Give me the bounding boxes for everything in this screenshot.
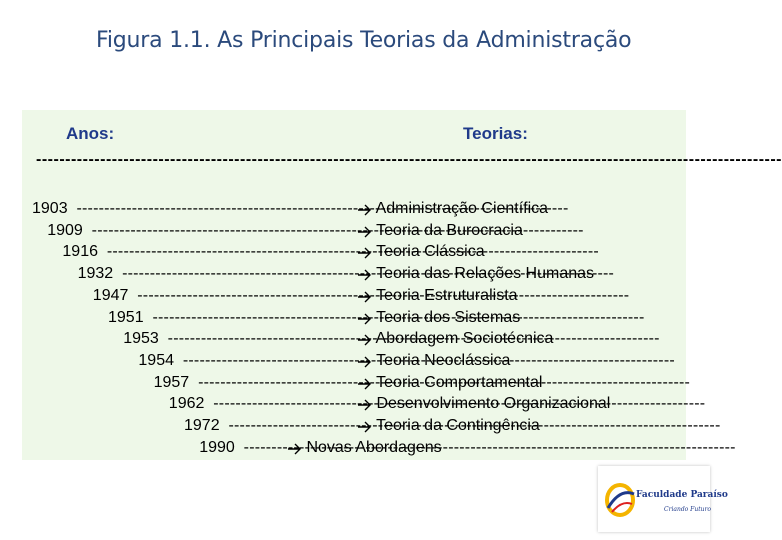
- row-dash-line: [213, 394, 358, 414]
- header-divider: --------------------------------------------------------------------------------------------------------------------------------: [36, 151, 782, 168]
- row-year: 1957: [153, 373, 190, 391]
- row-year: 1990: [199, 438, 235, 456]
- timeline-row: [108, 308, 520, 328]
- row-theory: Administração Científica: [375, 200, 549, 217]
- row-year: 1951: [108, 308, 144, 326]
- logo-emblem-icon: [600, 474, 640, 524]
- row-year: 1932: [77, 265, 114, 283]
- row-dash-line: [183, 351, 358, 371]
- row-year: 1954: [138, 351, 174, 369]
- row-theory: Desenvolvimento Organizacional: [376, 395, 611, 413]
- timeline-row: [93, 286, 518, 306]
- page-title: Figura 1.1. As Principais Teorias da Administração: [96, 28, 632, 53]
- years-header: Anos:: [66, 124, 115, 143]
- row-theory: Teoria da Contingência: [376, 417, 540, 434]
- row-theory: Teoria Comportamental: [376, 373, 543, 391]
- row-dash-line: [152, 308, 358, 328]
- row-dash-line: [244, 438, 288, 458]
- row-theory: Novas Abordagens: [306, 438, 442, 456]
- row-theory: Teoria das Relações Humanas: [376, 265, 595, 283]
- theories-header: Teorias:: [463, 124, 528, 143]
- row-dash-line: [228, 416, 358, 436]
- timeline-row: [138, 351, 510, 371]
- timeline-row: [154, 373, 543, 393]
- logo-tagline: Criando Futuro: [664, 506, 711, 513]
- row-dash-line: [168, 329, 358, 349]
- row-year: 1962: [168, 395, 205, 413]
- timeline-row: [47, 221, 523, 241]
- timeline-row: [199, 438, 441, 458]
- row-theory: Teoria da Burocracia: [376, 221, 523, 239]
- row-year: 1953: [123, 330, 159, 348]
- row-theory: Teoria Neoclássica: [376, 351, 511, 369]
- row-theory: Teoria dos Sistemas: [376, 308, 521, 326]
- row-dash-line: [107, 242, 358, 262]
- row-dash-line: [137, 286, 358, 306]
- row-year: 1947: [92, 286, 129, 304]
- row-year: 1903: [32, 200, 68, 217]
- row-dash-line: [198, 373, 358, 393]
- row-year: 1916: [62, 243, 98, 261]
- row-dash-line: [122, 264, 358, 284]
- timeline-row: [169, 394, 611, 414]
- row-dash-line: [92, 221, 358, 241]
- timeline-row: [123, 329, 553, 349]
- timeline-row: [78, 264, 594, 284]
- faculdade-logo: [598, 466, 728, 532]
- row-dash-line: [76, 199, 358, 219]
- row-theory: Teoria Estruturalista: [376, 286, 518, 304]
- timeline-row: [62, 242, 484, 262]
- row-year: 1909: [47, 221, 83, 239]
- row-theory: Teoria Clássica: [376, 243, 485, 261]
- row-theory: Abordagem Sociotécnica: [375, 330, 554, 348]
- row-year: 1972: [184, 417, 220, 434]
- logo-name: Faculdade Paraíso: [636, 490, 728, 500]
- timeline-row: [32, 199, 548, 219]
- timeline-row: [184, 416, 540, 436]
